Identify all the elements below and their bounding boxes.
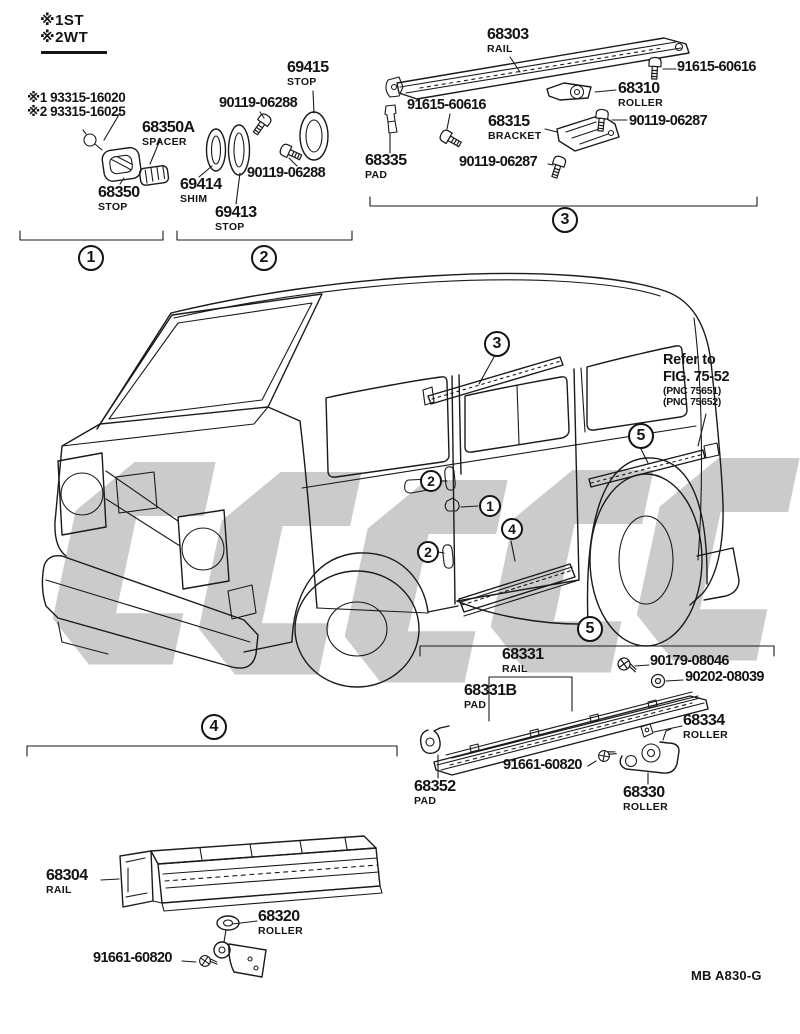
part-label-68331 xyxy=(502,647,544,675)
refer-pnc1: (PNC 75651) xyxy=(663,385,721,397)
variant-1st: ※1ST xyxy=(40,12,85,29)
refer-note xyxy=(663,353,729,407)
part-name: PAD xyxy=(464,699,487,711)
part-name: SHIM xyxy=(180,193,208,205)
part-label-68350 xyxy=(98,185,140,213)
refer-line1: Refer to xyxy=(663,352,716,368)
part-name: STOP xyxy=(98,201,128,213)
part-number: 69414 xyxy=(180,176,222,193)
part-label-68315 xyxy=(488,114,541,142)
screw-note-line2: ※2 93315-16025 xyxy=(27,104,126,119)
van-marker-3: 3 xyxy=(484,331,510,357)
part-label-68320 xyxy=(258,909,303,937)
van-marker-2-upper: 2 xyxy=(420,470,442,492)
part-label-68352 xyxy=(414,779,456,807)
part-label-68304 xyxy=(46,868,88,896)
part-number: 68335 xyxy=(365,152,407,169)
part-label-69413 xyxy=(215,205,257,233)
fastener-label-90202-08039: 90202-08039 xyxy=(685,669,764,685)
part-name: ROLLER xyxy=(623,801,668,813)
part-number: 68331B xyxy=(464,682,517,699)
part-number: 68350 xyxy=(98,184,140,201)
part-number: 68315 xyxy=(488,113,530,130)
part-name: RAIL xyxy=(502,663,528,675)
group-marker-3: 3 xyxy=(552,207,578,233)
van-marker-4: 4 xyxy=(501,518,523,540)
part-name: PAD xyxy=(365,169,388,181)
fastener-label-90179-08046: 90179-08046 xyxy=(650,653,729,669)
part-label-68331b xyxy=(464,683,516,711)
group-marker-2: 2 xyxy=(251,245,277,271)
variant-2wt: ※2WT xyxy=(40,29,89,47)
part-number: 68331 xyxy=(502,646,544,663)
fastener-label-91615-60616-a: 91615-60616 xyxy=(677,59,756,75)
refer-line2: FIG. 75-52 xyxy=(663,368,730,385)
fastener-label-90119-06287-a: 90119-06287 xyxy=(629,113,708,129)
screw-note-line1: ※1 93315-16020 xyxy=(27,90,126,105)
part-name: ROLLER xyxy=(618,97,663,109)
part-name: STOP xyxy=(215,221,245,233)
windshield xyxy=(100,294,322,424)
van-marker-2-lower: 2 xyxy=(417,541,439,563)
group-marker-1: 1 xyxy=(78,245,104,271)
part-number: 68352 xyxy=(414,778,456,795)
part-label-69415 xyxy=(287,60,329,88)
part-label-68335 xyxy=(365,153,407,181)
part-label-68330 xyxy=(623,785,668,813)
part-label-68310 xyxy=(618,81,663,109)
part-number: 68303 xyxy=(487,26,529,43)
front-door-window xyxy=(326,377,449,477)
fastener-label-91661-60820-b: 91661-60820 xyxy=(93,950,172,966)
van-marker-5: 5 xyxy=(628,423,654,449)
part-label-69414 xyxy=(180,177,222,205)
part-name: SPACER xyxy=(142,136,187,148)
fastener-label-91615-60616-b: 91615-60616 xyxy=(407,97,486,113)
part-number: 68320 xyxy=(258,908,300,925)
group-marker-4: 4 xyxy=(201,714,227,740)
part-number: 68350A xyxy=(142,119,195,136)
part-name: PAD xyxy=(414,795,437,807)
variant-legend xyxy=(40,12,88,47)
part-number: 68310 xyxy=(618,80,660,97)
part-name: RAIL xyxy=(46,884,72,896)
fastener-label-90119-06287-b: 90119-06287 xyxy=(459,154,538,170)
part-number: 68330 xyxy=(623,784,665,801)
part-number: 68304 xyxy=(46,867,88,884)
part-name: ROLLER xyxy=(683,729,728,741)
legend-underline xyxy=(41,51,107,54)
part-label-68350a xyxy=(142,120,194,148)
fastener-label-91661-60820-a: 91661-60820 xyxy=(503,757,582,773)
group-marker-5: 5 xyxy=(577,616,603,642)
part-number: 68334 xyxy=(683,712,725,729)
fastener-label-90119-06288-b: 90119-06288 xyxy=(247,165,326,181)
part-label-68334 xyxy=(683,713,728,741)
refer-pnc2: (PNC 75652) xyxy=(663,395,721,408)
van-marker-1: 1 xyxy=(479,495,501,517)
figure-code: MB A830-G xyxy=(691,968,762,983)
part-number: 69415 xyxy=(287,59,329,76)
fastener-label-90119-06288-a: 90119-06288 xyxy=(219,95,298,111)
part-name: ROLLER xyxy=(258,925,303,937)
part-name: STOP xyxy=(287,76,317,88)
part-number: 69413 xyxy=(215,204,257,221)
part-name: RAIL xyxy=(487,43,513,55)
part-label-68303 xyxy=(487,27,529,55)
part-name: BRACKET xyxy=(488,130,542,142)
